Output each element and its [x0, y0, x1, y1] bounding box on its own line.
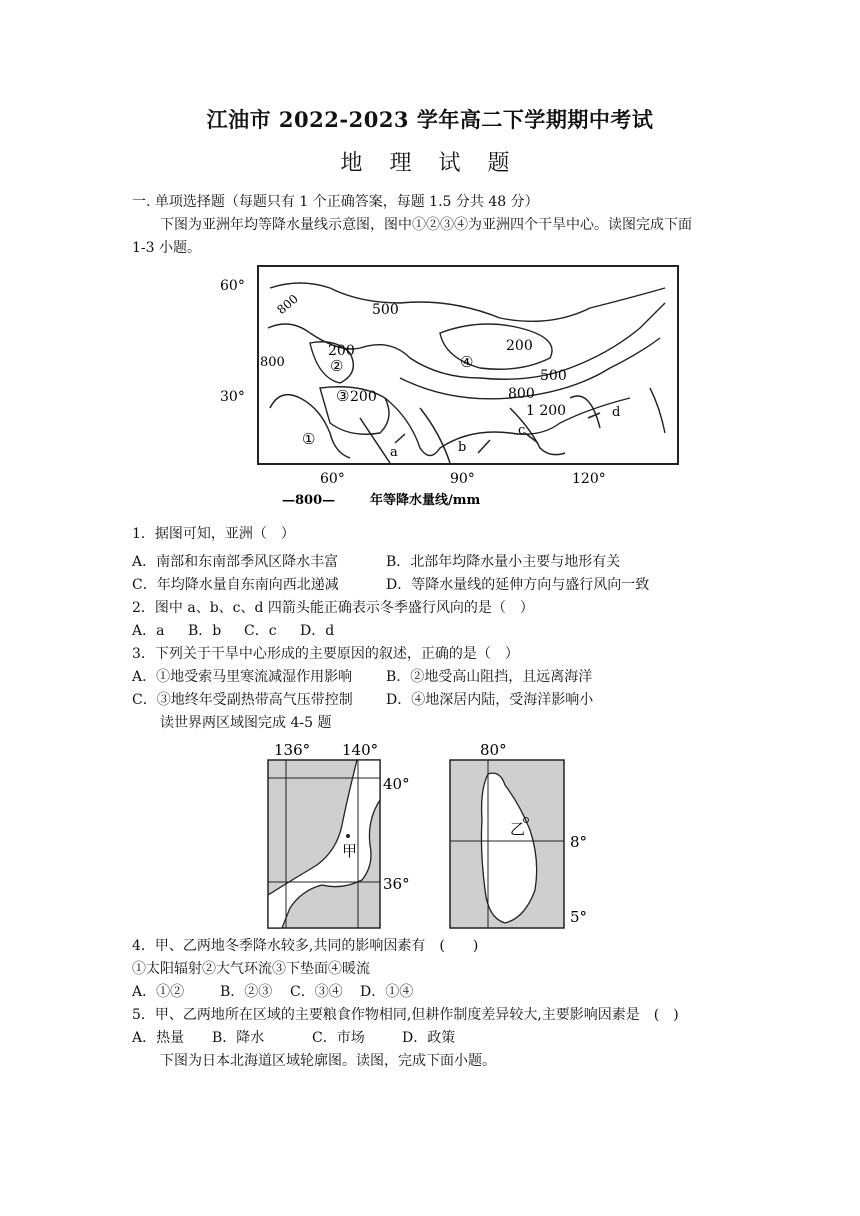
lon-label-140: 140° — [342, 741, 379, 759]
q2-option-d: D．d — [300, 623, 335, 639]
arrow-label-d: d — [612, 405, 621, 420]
intro-text-line2: 1-3 小题。 — [132, 240, 201, 256]
arrow-label-a: a — [390, 445, 398, 460]
q1-option-d: D．等降水量线的延伸方向与盛行风向一致 — [386, 577, 650, 593]
q3-option-a: A．①地受索马里寒流减湿作用影响 — [132, 669, 353, 685]
section-heading: 一. 单项选择题（每题只有 1 个正确答案，每题 1.5 分共 48 分） — [132, 194, 539, 210]
legend-text: 年等降水量线/mm — [370, 493, 481, 508]
exam-subtitle: 地 理 试 题 — [340, 151, 520, 176]
lon-label-80: 80° — [480, 741, 507, 759]
intro-text-line1: 下图为亚洲年均等降水量线示意图，图中①②③④为亚洲四个干旱中心。读图完成下面 — [160, 217, 692, 233]
isoline-label: 200 — [328, 343, 355, 359]
q4-option-b: B．②③ — [220, 984, 273, 1000]
lat-label-8: 8° — [570, 833, 588, 851]
lon-label-60: 60° — [320, 471, 345, 487]
question-4-stem: 4．甲、乙两地冬季降水较多,共同的影响因素有 ( ) — [132, 938, 479, 954]
isoline-label: 500 — [540, 368, 567, 384]
asia-precipitation-map — [210, 258, 690, 510]
q4-option-a: A．①② — [132, 984, 185, 1000]
region-map-yi — [440, 740, 600, 932]
q2-option-c: C．c — [244, 623, 277, 639]
arrow-label-b: b — [458, 440, 467, 455]
question-2-stem: 2．图中 a、b、c、d 四箭头能正确表示冬季盛行风向的是（ ） — [132, 600, 534, 616]
exam-title: 江油市 2022-2023 学年高二下学期期中考试 — [206, 107, 654, 132]
region-label-4: ④ — [460, 353, 474, 371]
region-label-1: ① — [302, 430, 316, 448]
q5-option-c: C．市场 — [312, 1030, 365, 1046]
q3-option-b: B．②地受高山阻挡，且远离海洋 — [386, 669, 593, 685]
region-label-3: ③ — [336, 387, 350, 405]
question-3-stem: 3．下列关于干旱中心形成的主要原因的叙述，正确的是（ ） — [132, 646, 519, 662]
place-label-yi: 乙 — [510, 820, 526, 838]
q1-option-b: B．北部年均降水量小主要与地形有关 — [386, 554, 621, 570]
q1-option-c: C．年均降水量自东南向西北递减 — [132, 577, 339, 593]
isoline-label: 500 — [372, 302, 399, 318]
isoline-label: 200 — [350, 389, 377, 405]
q4-option-d: D．①④ — [360, 984, 414, 1000]
intro-text-3: 下图为日本北海道区域轮廓图。读图，完成下面小题。 — [160, 1053, 496, 1069]
question-1-stem: 1．据图可知，亚洲（ ） — [132, 526, 295, 542]
q4-option-c: C．③④ — [290, 984, 343, 1000]
q2-option-b: B．b — [188, 623, 222, 639]
legend-line-sample: —800— — [282, 493, 336, 508]
q3-option-d: D．④地深居内陆，受海洋影响小 — [386, 692, 594, 708]
q5-option-d: D．政策 — [402, 1030, 456, 1046]
lat-label-40: 40° — [383, 775, 410, 793]
arrow-label-c: c — [518, 423, 526, 438]
region-label-2: ② — [330, 357, 344, 375]
lat-label-5: 5° — [570, 908, 588, 926]
lat-label-36: 36° — [383, 875, 410, 893]
lon-label-120: 120° — [572, 471, 606, 487]
place-label-jia: 甲 — [342, 842, 358, 860]
isoline-label: 800 — [508, 386, 535, 402]
lat-label-30: 30° — [220, 389, 245, 405]
q3-option-c: C．③地终年受副热带高气压带控制 — [132, 692, 353, 708]
question-4-factors: ①太阳辐射②大气环流③下垫面④暖流 — [132, 961, 370, 977]
isoline-label: 200 — [506, 338, 533, 354]
lon-label-90: 90° — [450, 471, 475, 487]
q5-option-a: A．热量 — [132, 1030, 185, 1046]
isoline-label: 800 — [274, 291, 301, 318]
region-map-jia — [262, 740, 422, 932]
lat-label-60: 60° — [220, 278, 245, 294]
q2-option-a: A．a — [132, 623, 165, 639]
question-5-stem: 5．甲、乙两地所在区域的主要粮食作物相同,但耕作制度差异较大,主要影响因素是 ( ) — [132, 1007, 679, 1023]
lon-label-136: 136° — [274, 741, 311, 759]
q1-option-a: A．南部和东南部季风区降水丰富 — [132, 554, 339, 570]
isoline-label: 1 200 — [526, 403, 567, 419]
intro-text-2: 读世界两区域图完成 4-5 题 — [160, 715, 332, 731]
q5-option-b: B．降水 — [212, 1030, 265, 1046]
isoline-label: 800 — [260, 355, 285, 370]
